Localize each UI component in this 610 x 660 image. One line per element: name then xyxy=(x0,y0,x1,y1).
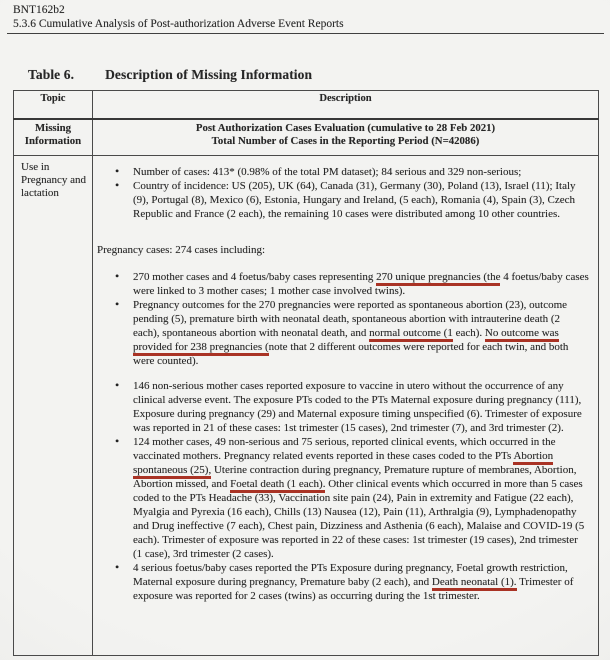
description-content xyxy=(97,165,589,603)
bullet-list xyxy=(97,379,589,603)
red-underline-annotation: No outcome was provided for 238 pregnancies ( xyxy=(133,327,559,356)
description-cell-pregnancy xyxy=(93,155,599,655)
missing-information-table xyxy=(13,90,599,656)
page-header xyxy=(7,4,604,34)
paragraph xyxy=(97,243,589,257)
red-underline-annotation: Abortion spontaneous (25), xyxy=(133,450,553,479)
bullet-item xyxy=(114,298,589,368)
red-underline-annotation: Death neonatal (1). xyxy=(432,576,517,591)
text-segment: Pregnancy outcomes for the 270 pregnancies were reported as spontaneous abortion (23), outcome pending (5), premature birth with neonatal death, spontaneous abortion with intrauterine death (2 each), spontaneous abortion with neonatal death, and xyxy=(133,298,568,339)
text-segment: 124 mother cases, 49 non-serious and 75 serious, reported clinical events, which occurred in the vaccinated mothers. Pregnancy related events reported in these cases coded to the PTs xyxy=(133,435,556,462)
text-segment: each). xyxy=(452,326,485,339)
table-row-missing-information xyxy=(14,119,599,155)
text-segment: Pregnancy cases: 274 cases including: xyxy=(97,243,266,256)
evaluation-line: Total Number of Cases in the Reporting Period (N=42086) xyxy=(211,135,480,148)
text-segment: Trimester of exposure was reported for 2 cases (twins) as occurring during the 1st trimester. xyxy=(133,575,574,602)
text-segment: 146 non-serious mother cases reported exposure to vaccine in utero without the occurrence of any clinical adverse event. The exposure PTs coded to the PTs Maternal exposure during pregnancy (111), Exposure during pregnancy (29) and Maternal exposure timing unspecified (6). Trimester of exposure was reported in 21 of these cases: 1st trimester (15 cases), 2nd trimester (7), and 3rd trimester (2). xyxy=(133,379,582,434)
doc-section-title: 5.3.6 Cumulative Analysis of Post-authorization Adverse Event Reports xyxy=(13,17,344,30)
bullet-item xyxy=(114,379,589,435)
red-underline-annotation: 270 unique pregnancies (the xyxy=(376,271,500,286)
doc-code: BNT162b2 xyxy=(13,4,65,16)
bullet-list xyxy=(97,165,589,221)
column-header-topic: Topic xyxy=(14,91,93,120)
text-segment: Country of incidence: US (205), UK (64), Canada (31), Germany (30), Poland (13), Israel (11); Italy (9), Portugal (8), Mexico (6), Estonia, Hungary and Ireland, (5 each), Romania (4), Spain (3), Czech Republic and France (2 each), the remaining 10 cases were distributed among 10 other countries. xyxy=(133,179,576,220)
text-segment: 4 serious foetus/baby cases reported the PTs Exposure during pregnancy, Foetal growth restriction, Maternal exposure during pregnancy, Premature baby (2 each), and xyxy=(133,561,568,588)
topic-cell-missing-information: Missing Information xyxy=(14,119,93,155)
text-segment: Number of cases: 413* (0.98% of the total PM dataset); 84 serious and 329 non-serious; xyxy=(133,165,522,178)
column-header-row xyxy=(14,91,599,120)
text-segment: note that 2 different outcomes were reported for each twin, and both were counted). xyxy=(133,340,569,367)
bullet-list xyxy=(97,270,589,368)
bullet-item xyxy=(114,179,589,221)
description-cell-evaluation xyxy=(93,119,599,155)
column-header-description: Description xyxy=(93,91,599,120)
text-segment: 4 foetus/baby cases were linked to 3 mother cases; 1 mother case involved twins). xyxy=(133,270,589,297)
table-caption: Description of Missing Information xyxy=(105,67,313,82)
text-segment: 270 mother cases and 4 foetus/baby cases representing xyxy=(133,270,377,283)
bullet-item xyxy=(114,165,589,179)
bullet-item xyxy=(114,561,589,603)
table-number: Table 6. xyxy=(28,67,75,82)
table-title xyxy=(28,67,599,83)
text-segment: Other clinical events which occurred in more than 5 cases coded to the PTs Headache (33), Vaccination site pain (24), Pain in extremity and Fatigue (22 each), Myalgia and Pyrexia (16 each), Chills (13) Nausea (12), Pain (11), Arthralgia (9), Lymphadenopathy and Drug ineffective (7 each), Chest pain, Dizziness and Asthenia (6 each), Malaise and COVID-19 (5 each). Trimester of exposure was reported in 22 of these cases: 1st trimester (19 cases), 2nd trimester (1 case), 3rd trimester (2 cases). xyxy=(133,477,585,560)
table-row-use-in-pregnancy xyxy=(14,155,599,655)
topic-cell-use-in-pregnancy: Use in Pregnancy and lactation xyxy=(14,155,93,655)
bullet-item xyxy=(114,270,589,298)
bullet-item xyxy=(114,435,589,561)
red-underline-annotation: normal outcome (1 xyxy=(369,327,453,342)
red-underline-annotation: Foetal death (1 each). xyxy=(230,478,325,493)
text-segment: Uterine contraction during pregnancy, Premature rupture of membranes, Abortion, Abortion missed, and xyxy=(133,463,577,490)
evaluation-line: Post Authorization Cases Evaluation (cumulative to 28 Feb 2021) xyxy=(195,122,496,134)
